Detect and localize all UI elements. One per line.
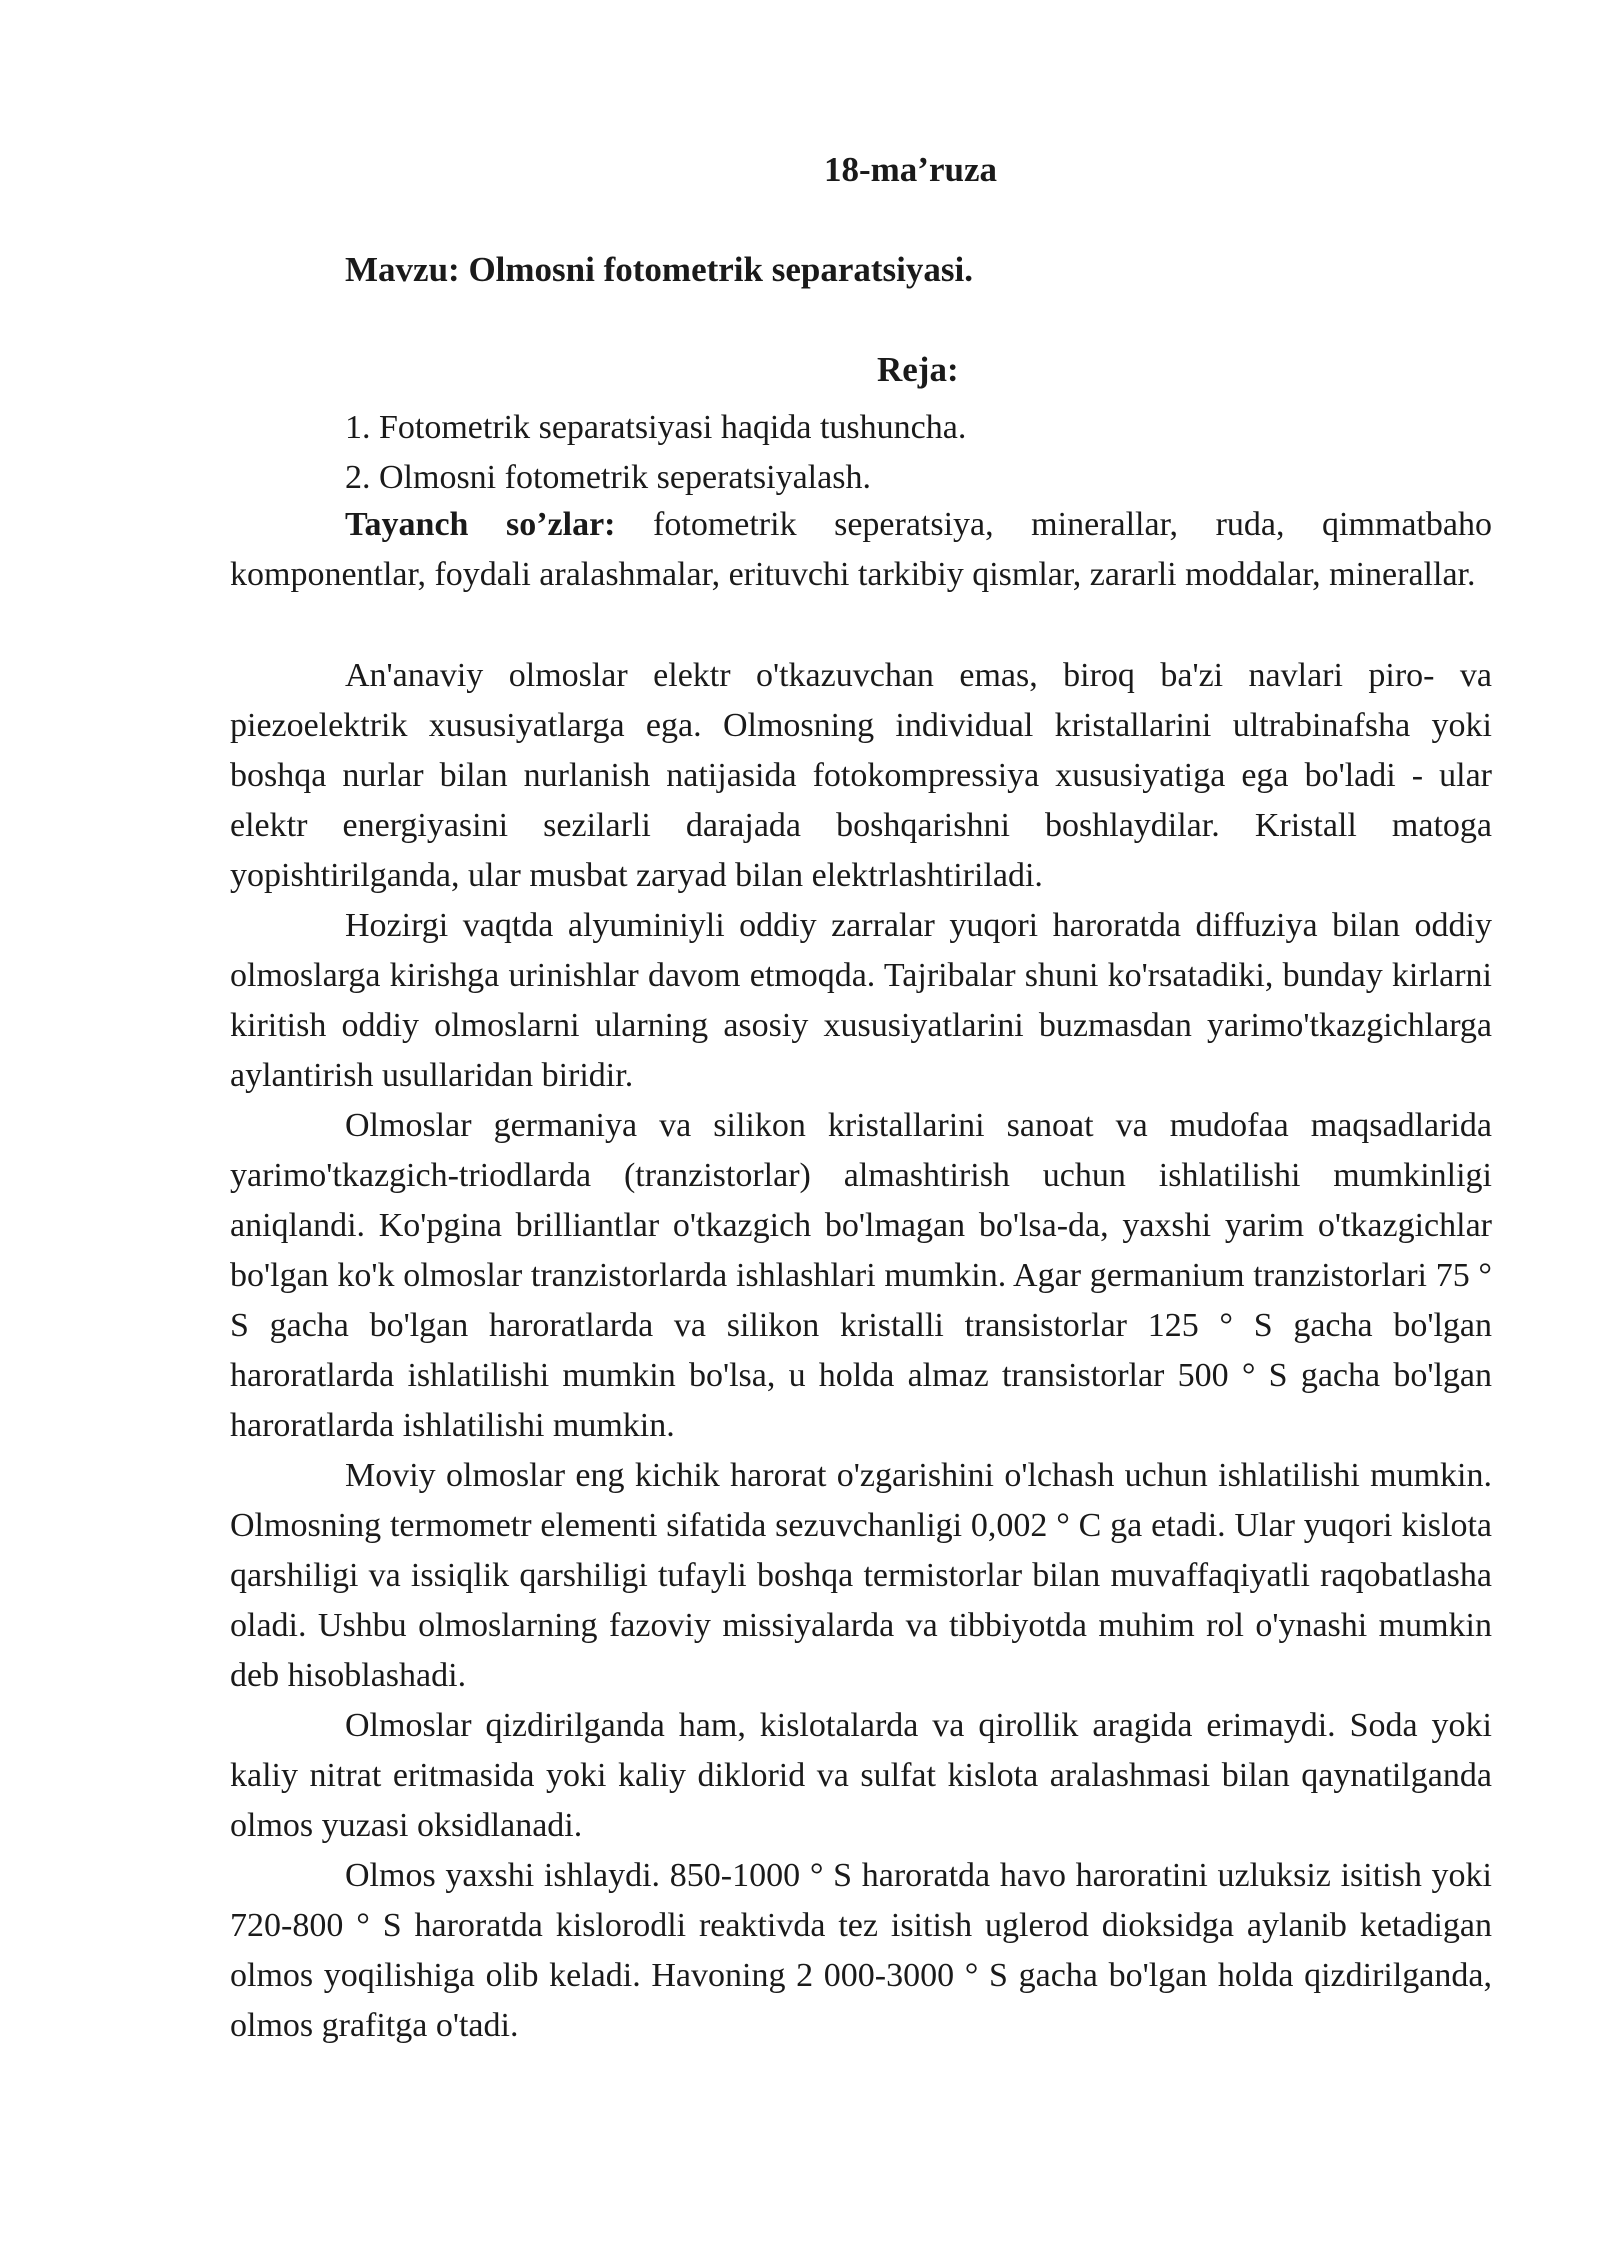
- body-paragraph: Moviy olmoslar eng kichik harorat o'zgarishini o'lchash uchun ishlatilishi mumkin. Olmosning termometr elementi sifatida sezuvchanligi 0,002 ° C ga etadi. Ular yuqori kislota qarshiligi va issiqlik qarshiligi tufayli boshqa termistorlar bilan muvaffaqiyatli raqobatlasha oladi. Ushbu olmoslarning fazoviy missiyalarda va tibbiyotda muhim rol o'ynashi mumkin deb hisoblashadi.: [230, 1457, 1492, 1694]
- lecture-number: 18-ma’ruza: [824, 150, 998, 189]
- plan-item: 1. Fotometrik separatsiyasi haqida tushuncha.: [345, 409, 967, 446]
- body-paragraph: Hozirgi vaqtda alyuminiyli oddiy zarralar yuqori haroratda diffuziya bilan oddiy olmoslarga kirishga urinishlar davom etmoqda. Tajribalar shuni ko'rsatadiki, bunday kirlarni kiritish oddiy olmoslarni ularning asosiy xususiyatlarini buzmasdan yarimo'tkazgichlarga aylantirish usullaridan biridir.: [230, 907, 1492, 1094]
- paragraph-spacer: [230, 600, 1492, 651]
- body-paragraph: Olmoslar qizdirilganda ham, kislotalarda va qirollik aragida erimaydi. Soda yoki kaliy nitrat eritmasida yoki kaliy diklorid va sulfat kislota aralashmasi bilan qaynatilganda olmos yuzasi oksidlanadi.: [230, 1707, 1492, 1844]
- keywords-label: Tayanch so’zlar:: [345, 506, 616, 543]
- body-paragraph: Olmoslar germaniya va silikon kristallarini sanoat va mudofaa maqsadlarida yarimo'tkazgich-triodlarda (tranzistorlar) almashtirish uchun ishlatilishi mumkinligi aniqlandi. Ko'pgina brilliantlar o'tkazgich bo'lmagan bo'lsa-da, yaxshi yarim o'tkazgichlar bo'lgan ko'k olmoslar tranzistorlarda ishlashlari mumkin. Agar germanium tranzistorlari 75 ° S gacha bo'lgan haroratlarda va silikon kristalli transistorlar 125 ° S gacha bo'lgan haroratlarda ishlatilishi mumkin bo'lsa, u holda almaz transistorlar 500 ° S gacha bo'lgan haroratlarda ishlatilishi mumkin.: [230, 1107, 1492, 1444]
- plan-heading: Reja:: [877, 350, 959, 389]
- plan-list: [345, 403, 966, 503]
- topic-title: Mavzu: Olmosni fotometrik separatsiyasi.: [345, 250, 973, 289]
- body-paragraph: Olmos yaxshi ishlaydi. 850-1000 ° S haroratda havo haroratini uzluksiz isitish yoki 720-800 ° S haroratda kislorodli reaktivda tez isitish uglerod dioksidga aylanib ketadigan olmos yoqilishiga olib keladi. Havoning 2 000-3000 ° S gacha bo'lgan holda qizdirilganda, olmos grafitga o'tadi.: [230, 1857, 1492, 2044]
- body-paragraph: An'anaviy olmoslar elektr o'tkazuvchan emas, biroq ba'zi navlari piro- va piezoelektrik xususiyatlarga ega. Olmosning individual kristallarini ultrabinafsha yoki boshqa nurlar bilan nurlanish natijasida fotokompressiya xususiyatiga ega bo'ladi - ular elektr energiyasini sezilarli darajada boshqarishni boshlaydilar. Kristall matoga yopishtirilganda, ular musbat zaryad bilan elektrlashtiriladi.: [230, 657, 1492, 894]
- document-body: [230, 500, 1492, 2051]
- keywords-paragraph: [230, 500, 1492, 600]
- keywords-text: fotometrik seperatsiya, minerallar, ruda, qimmatbaho komponentlar, foydali aralashmalar, erituvchi tarkibiy qismlar, zararli moddalar, minerallar.: [230, 506, 1492, 593]
- plan-item: 2. Olmosni fotometrik seperatsiyalash.: [345, 459, 871, 496]
